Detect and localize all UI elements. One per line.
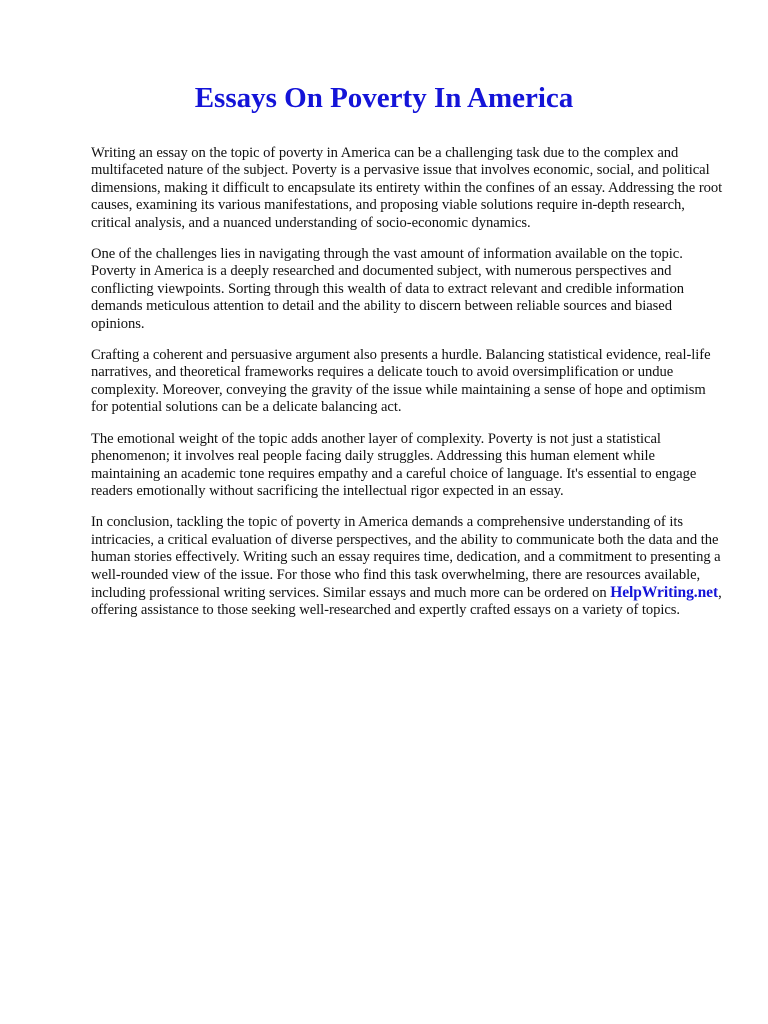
paragraph-5-text-before-link: In conclusion, tackling the topic of poverty in America demands a comprehensive understanding of its intricacies, a critical evaluation of diverse perspectives, and the ability to communicate both the data and the human stories effectively. Writing such an essay requires time, dedication, and a commitment to presenting a well-rounded view of the issue. For those who find this task overwhelming, there are resources available, including professional writing services. Similar essays and much more can be ordered on <box>91 514 721 601</box>
paragraph-1: Writing an essay on the topic of poverty in America can be a challenging task due to the complex and multifaceted nature of the subject. Poverty is a pervasive issue that involves economic, social, and political dimensions, making it difficult to encapsulate its entirety within the confines of an essay. Addressing the root causes, examining its various manifestations, and proposing viable solutions require in-depth research, critical analysis, and a nuanced understanding of socio-economic dynamics. <box>91 145 723 231</box>
paragraph-5-text-after-link: , offering assistance to those seeking well-researched and expertly crafted essays on a variety of topics. <box>91 584 722 619</box>
paragraph-4: The emotional weight of the topic adds another layer of complexity. Poverty is not just a statistical phenomenon; it involves real people facing daily struggles. Addressing this human element while maintaining an academic tone requires empathy and a careful choice of language. It's essential to engage readers emotionally without sacrificing the intellectual rigor expected in an essay. <box>91 430 697 499</box>
page-title: Essays On Poverty In America <box>194 82 574 114</box>
paragraph-3: Crafting a coherent and persuasive argument also presents a hurdle. Balancing statistical evidence, real-life narratives, and theoretical frameworks requires a delicate touch to avoid oversimplification or undue complexity. Moreover, conveying the gravity of the issue while maintaining a sense of hope and optimism for potential solutions can be a delicate balancing act. <box>91 347 711 416</box>
paragraph-2: One of the challenges lies in navigating through the vast amount of information available on the topic. Poverty in America is a deeply researched and documented subject, with numerous perspectives and conflicting viewpoints. Sorting through this wealth of data to extract relevant and credible information demands meticulous attention to detail and the ability to discern between reliable sources and biased opinions. <box>91 246 684 332</box>
essay-body <box>91 145 723 634</box>
paragraph-5 <box>91 514 723 619</box>
helpwriting-link[interactable]: HelpWriting.net <box>610 583 719 601</box>
